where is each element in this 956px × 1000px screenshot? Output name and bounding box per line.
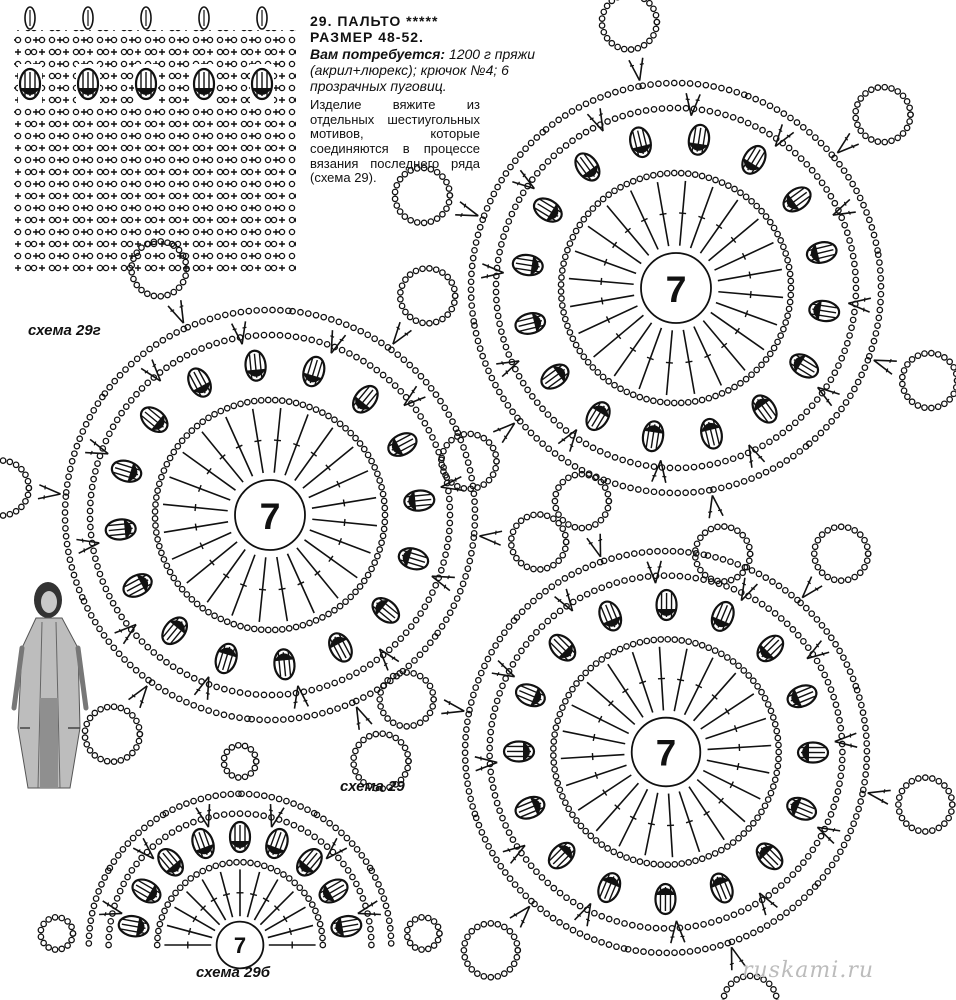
- difficulty-stars: *****: [406, 13, 439, 29]
- motif-center-number: 7: [259, 494, 281, 537]
- half-motif-chart: [38, 743, 442, 969]
- label-scheme-29b: схема 29б: [196, 964, 271, 981]
- model-photo: [8, 578, 90, 792]
- pattern-title: 29. ПАЛЬТО *****: [310, 13, 439, 29]
- motif-bottom-right: [377, 471, 955, 1000]
- size-line: РАЗМЕР 48-52.: [310, 28, 424, 45]
- watermark: ruskami.ru: [742, 958, 874, 983]
- motif-center-number: 7: [665, 267, 687, 310]
- materials-lead: Вам потребуется:: [310, 46, 446, 63]
- motif-center-number: 7: [233, 933, 247, 958]
- materials: [310, 47, 550, 94]
- motif-center-number: 7: [655, 732, 677, 774]
- label-scheme-29g: схема 29г: [28, 322, 101, 339]
- instructions-text: Изделие вяжите из отдельных шестиугольных мотивов, которые соединяются в процессе вязания последнего ряда (схема 29).: [310, 97, 480, 186]
- label-scheme-29: схема 29: [340, 778, 405, 795]
- materials-text: 1200 г пряжи (акрил+люрекс); крючок №4; 6 прозрачных пуговиц.: [310, 46, 536, 94]
- mesh-pattern-chart: [14, 7, 296, 276]
- pattern-description: [310, 14, 550, 186]
